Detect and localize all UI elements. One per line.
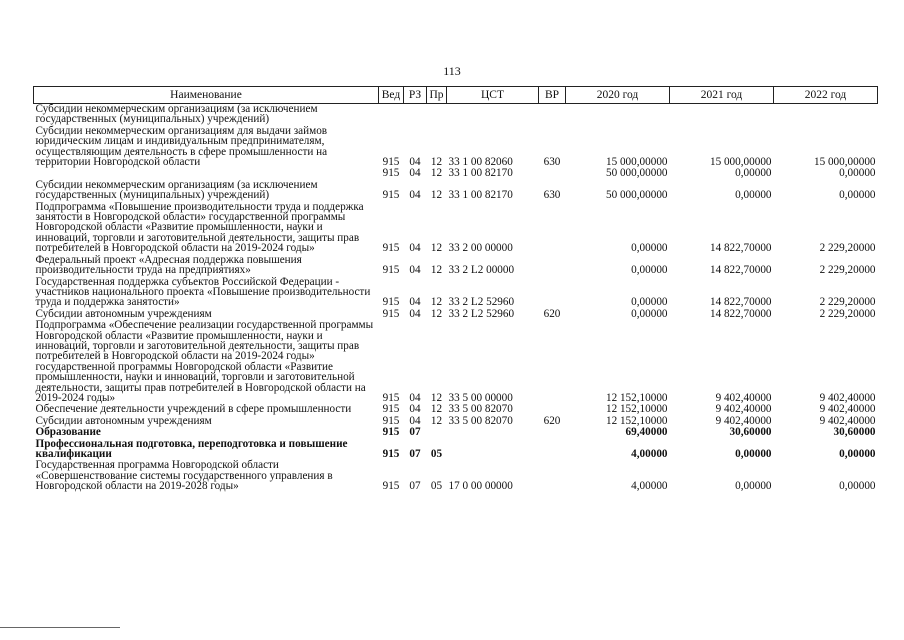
row-ved: 915 <box>382 480 400 493</box>
header-rz: РЗ <box>404 87 427 104</box>
row-cst: 17 0 00 00000 <box>448 480 513 493</box>
row-2021: 9 402,40000 <box>715 391 772 404</box>
row-vr: 630 <box>543 189 561 202</box>
row-rz: 04 <box>409 403 421 416</box>
row-rz: 04 <box>409 296 421 309</box>
row-2021: 14 822,70000 <box>709 242 772 255</box>
table-row <box>34 460 878 492</box>
row-name: Профессиональная подготовка, переподготовка и повышение квалификации <box>35 437 348 460</box>
table-row <box>34 427 878 438</box>
row-name: Субсидии некоммерческим организациям для выдачи займов юридическим лицам и индивидуальным предпринимателям, осуществляющим деятельность в сфере промышленности на территории Новгородской области <box>35 124 328 169</box>
row-2020: 0,00000 <box>631 242 668 255</box>
row-2020: 12 152,10000 <box>605 391 668 404</box>
header-cst: ЦСТ <box>447 87 539 104</box>
row-2020: 0,00000 <box>631 296 668 309</box>
row-cst: 33 2 L2 52960 <box>448 296 515 309</box>
row-rz: 04 <box>409 242 421 255</box>
row-2022: 9 402,40000 <box>819 391 876 404</box>
row-pr: 12 <box>430 296 443 309</box>
row-cst: 33 2 L2 00000 <box>448 264 515 277</box>
row-vr <box>539 439 566 461</box>
row-2022: 2 229,20000 <box>819 296 876 309</box>
row-ved: 915 <box>382 403 400 416</box>
header-2021: 2021 год <box>670 87 774 104</box>
header-pr: Пр <box>427 87 447 104</box>
row-vr: 620 <box>543 307 561 320</box>
header-2020: 2020 год <box>566 87 670 104</box>
row-2020: 4,00000 <box>631 448 668 460</box>
table-row <box>34 202 878 255</box>
row-2021: 14 822,70000 <box>709 264 772 277</box>
row-rz: 04 <box>409 391 421 404</box>
row-name: Государственная поддержка субъектов Российской Федерации - участников национального проекта «Повышение производительности труда и поддержка занятости» <box>35 275 371 309</box>
row-2021: 0,00000 <box>735 189 772 202</box>
row-cst: 33 2 L2 52960 <box>448 307 515 320</box>
row-name: Подпрограмма «Повышение производительности труда и поддержка занятости в Новгородской области» государственной программы Новгородской области «Развитие промышленности, науки и инноваций, торговли и заготовительной деятельности, защиты прав потребителей в Новгородской области на 2019-2024 годы» <box>35 200 364 255</box>
row-2020: 12 152,10000 <box>605 414 668 427</box>
row-cst: 33 5 00 00000 <box>448 391 513 404</box>
row-2022: 0,00000 <box>839 167 876 180</box>
row-vr: 630 <box>543 156 561 169</box>
table-row <box>34 104 878 126</box>
table-row <box>34 255 878 277</box>
row-2021: 0,00000 <box>735 480 772 493</box>
row-rz: 04 <box>409 189 421 202</box>
row-vr <box>539 104 566 126</box>
row-pr: 12 <box>430 391 443 404</box>
header-ved: Вед <box>379 87 404 104</box>
row-name: Субсидии автономным учреждениям <box>35 307 212 320</box>
row-2022: 2 229,20000 <box>819 242 876 255</box>
header-2022: 2022 год <box>774 87 878 104</box>
row-ved: 915 <box>382 307 400 320</box>
row-rz: 04 <box>409 156 421 169</box>
row-2022: 0,00000 <box>839 480 876 493</box>
row-2021: 14 822,70000 <box>709 296 772 309</box>
row-2022 <box>774 104 878 126</box>
row-ved: 915 <box>382 167 400 180</box>
row-pr: 05 <box>430 448 443 460</box>
row-pr: 12 <box>430 242 443 255</box>
row-2020: 69,40000 <box>625 426 668 439</box>
row-rz <box>404 104 427 126</box>
header-name: Наименование <box>34 87 379 104</box>
row-2020: 12 152,10000 <box>605 403 668 416</box>
row-vr: 620 <box>543 414 561 427</box>
budget-table <box>33 86 878 493</box>
row-cst: 33 1 00 82170 <box>448 189 513 202</box>
table-row <box>34 439 878 461</box>
row-2020: 0,00000 <box>631 264 668 277</box>
row-rz: 04 <box>409 307 421 320</box>
row-2020: 4,00000 <box>631 480 668 493</box>
row-ved: 915 <box>382 448 400 460</box>
row-2021: 9 402,40000 <box>715 403 772 416</box>
row-ved: 915 <box>382 426 400 439</box>
row-vr <box>539 460 566 492</box>
row-vr <box>539 255 566 277</box>
row-2022: 9 402,40000 <box>819 414 876 427</box>
row-name: Федеральный проект «Адресная поддержка повышения производительности труда на предприятиях» <box>35 253 302 277</box>
row-name: Государственная программа Новгородской области «Совершенствование системы государственного управления в Новгородской области на 2019-2028 годы» <box>35 459 333 493</box>
row-name: Субсидии автономным учреждениям <box>35 414 212 427</box>
row-2020 <box>566 104 670 126</box>
row-2020: 50 000,00000 <box>605 167 668 180</box>
table-row <box>34 320 878 404</box>
footer-divider <box>0 627 120 628</box>
row-rz: 04 <box>409 264 421 277</box>
row-cst: 33 5 00 82070 <box>448 403 513 416</box>
row-vr <box>539 277 566 309</box>
row-rz: 07 <box>409 480 421 493</box>
row-pr: 12 <box>430 307 443 320</box>
row-ved <box>379 104 404 126</box>
row-ved: 915 <box>382 189 400 202</box>
row-cst <box>447 104 539 126</box>
row-name: Обеспечение деятельности учреждений в сфере промышленности <box>35 403 352 416</box>
header-vr: ВР <box>539 87 566 104</box>
row-ved: 915 <box>382 391 400 404</box>
row-rz: 07 <box>409 448 421 460</box>
row-name: Субсидии некоммерческим организациям (за исключением государственных (муниципальных) учреждений) <box>35 178 318 202</box>
row-vr <box>539 427 566 438</box>
row-2020: 50 000,00000 <box>605 189 668 202</box>
row-pr: 12 <box>430 403 443 416</box>
row-cst <box>447 427 539 438</box>
row-2020: 15 000,00000 <box>605 156 668 169</box>
row-2021: 15 000,00000 <box>709 156 772 169</box>
table-row <box>34 126 878 169</box>
row-rz: 04 <box>409 167 421 180</box>
row-name: Подпрограмма «Обеспечение реализации государственной программы Новгородской области «Развитие промышленности, науки и инноваций, торговли и заготовительной деятельности, защиты прав потребителей в Новгородской области на 2019-2024 годы» государственной программы Новгородской области «Развитие промышленности, науки и инноваций, торговли и заготовительной деятельности, защиты прав потребителей в Новгородской области на 2019-2024 годы» <box>35 319 374 404</box>
table-row <box>34 277 878 309</box>
row-pr: 12 <box>430 264 443 277</box>
row-pr: 05 <box>430 480 443 493</box>
row-pr: 12 <box>430 167 443 180</box>
row-2022: 0,00000 <box>839 448 876 460</box>
row-2022: 0,00000 <box>839 189 876 202</box>
row-cst: 33 2 00 00000 <box>448 242 513 255</box>
row-pr: 12 <box>430 156 443 169</box>
row-rz: 07 <box>409 426 421 439</box>
row-ved: 915 <box>382 296 400 309</box>
row-cst <box>447 439 539 461</box>
row-pr: 12 <box>430 414 443 427</box>
row-2022: 30,60000 <box>833 426 876 439</box>
row-cst: 33 1 00 82170 <box>448 167 513 180</box>
row-vr <box>539 320 566 404</box>
row-2021: 14 822,70000 <box>709 307 772 320</box>
row-2021: 0,00000 <box>735 167 772 180</box>
row-2021: 30,60000 <box>729 426 772 439</box>
row-cst: 33 5 00 82070 <box>448 414 513 427</box>
row-2022: 15 000,00000 <box>813 156 876 169</box>
table-header-row <box>34 87 878 104</box>
row-2022: 2 229,20000 <box>819 307 876 320</box>
row-2022: 9 402,40000 <box>819 403 876 416</box>
row-2022: 2 229,20000 <box>819 264 876 277</box>
row-vr <box>539 168 566 179</box>
row-ved: 915 <box>382 264 400 277</box>
row-ved: 915 <box>382 414 400 427</box>
page-number: 113 <box>443 64 461 78</box>
row-vr <box>539 202 566 255</box>
row-cst: 33 1 00 82060 <box>448 156 513 169</box>
row-name: Образование <box>35 426 101 439</box>
row-ved: 915 <box>382 156 400 169</box>
row-2020: 0,00000 <box>631 307 668 320</box>
row-pr <box>427 427 447 438</box>
table-row <box>34 180 878 202</box>
row-rz: 04 <box>409 414 421 427</box>
row-pr <box>427 104 447 126</box>
row-name: Субсидии некоммерческим организациям (за исключением государственных (муниципальных) учреждений) <box>35 103 318 126</box>
row-2021: 0,00000 <box>735 448 772 460</box>
row-pr: 12 <box>430 189 443 202</box>
row-2021 <box>670 104 774 126</box>
row-2021: 9 402,40000 <box>715 414 772 427</box>
row-ved: 915 <box>382 242 400 255</box>
